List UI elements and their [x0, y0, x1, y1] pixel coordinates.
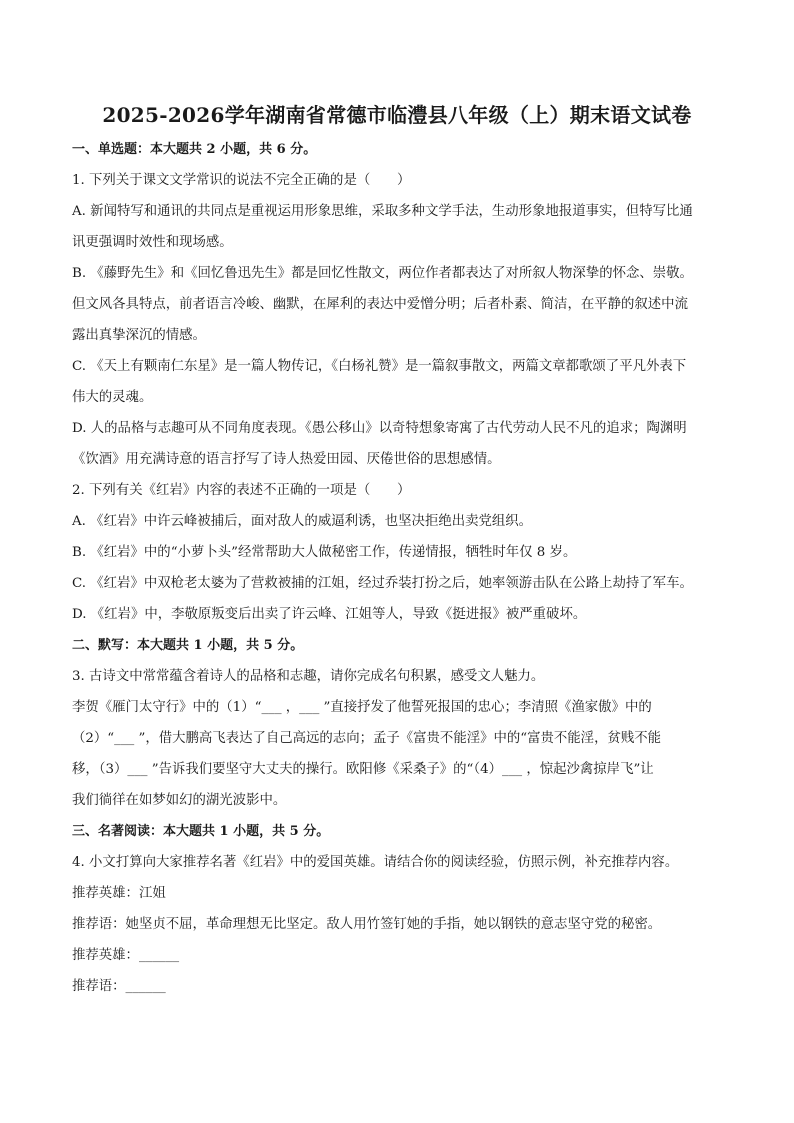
question-1 [72, 165, 722, 475]
question-4-stem: 4. 小文打算向大家推荐名著《红岩》中的爱国英雄。请结合你的阅读经验，仿照示例，补充推荐内容。 [72, 855, 679, 870]
question-2-option-b: B. 《红岩》中的“小萝卜头”经常帮助大人做秘密工作，传递情报，牺牲时年仅 8 岁。 [72, 545, 577, 560]
question-1-option-c-line-2: 伟大的灵魂。 [72, 390, 153, 405]
question-3-line-4: 我们徜徉在如梦如幻的湖光波影中。 [72, 793, 287, 808]
question-2 [72, 475, 722, 630]
question-2-stem: 2. 下列有关《红岩》内容的表述不正确的一项是（ ） [72, 483, 411, 498]
question-3 [72, 661, 722, 816]
section-1-heading: 一、单选题：本大题共 2 小题，共 6 分。 [72, 142, 317, 157]
exam-page [72, 100, 722, 1002]
question-1-option-d-line-2: 《饮酒》用充满诗意的语言抒写了诗人热爱田园、厌倦世俗的思想感情。 [72, 452, 501, 467]
question-1-option-b-line-3: 露出真挚深沉的情感。 [72, 328, 206, 343]
question-3-line-2: （2）“___ ”，借大鹏高飞表达了自己高远的志向；孟子《富贵不能淫》中的“富贵不能淫，贫贱不能 [72, 731, 662, 746]
example-hero: 推荐英雄：江姐 [72, 886, 166, 901]
question-1-option-c-line-1: C. 《天上有颗南仁东星》是一篇人物传记，《白杨礼赞》是一篇叙事散文，两篇文章都歌颂了平凡外表下 [72, 359, 687, 374]
hero-answer-blank[interactable]: 推荐英雄：______ [72, 948, 180, 963]
question-2-option-c: C. 《红岩》中双枪老太婆为了营救被捕的江姐，经过乔装打扮之后，她率领游击队在公路上劫持了军车。 [72, 576, 693, 591]
section-2-heading: 二、默写：本大题共 1 小题，共 5 分。 [72, 638, 304, 653]
question-3-line-3: 移，（3）___ ”告诉我们要坚守大丈夫的操行。欧阳修《采桑子》的“（4）___ ，惊起沙禽掠岸飞”让 [72, 762, 654, 777]
question-2-option-a: A. 《红岩》中许云峰被捕后，面对敌人的威逼利诱，也坚决拒绝出卖党组织。 [72, 514, 533, 529]
page-title: 2025-2026学年湖南省常德市临澧县八年级（上）期末语文试卷 [102, 103, 692, 127]
section-3-heading: 三、名著阅读：本大题共 1 小题，共 5 分。 [72, 824, 330, 839]
question-4 [72, 847, 722, 1002]
question-1-option-b-line-1: B. 《藤野先生》和《回忆鲁迅先生》都是回忆性散文，两位作者都表达了对所叙人物深挚的怀念、崇敬。 [72, 266, 693, 281]
question-1-option-d-line-1: D. 人的品格与志趣可从不同角度表现。《愚公移山》以奇特想象寄寓了古代劳动人民不凡的追求；陶渊明 [72, 421, 687, 436]
question-1-option-a-line-1: A. 新闻特写和通讯的共同点是重视运用形象思维，采取多种文学手法，生动形象地报道事实，但特写比通 [72, 204, 693, 219]
question-1-option-b-line-2: 但文风各具特点，前者语言冷峻、幽默，在犀利的表达中爱憎分明；后者朴素、简洁，在平静的叙述中流 [72, 297, 688, 312]
example-reason: 推荐语：她坚贞不屈，革命理想无比坚定。敌人用竹签钉她的手指，她以钢铁的意志坚守党的秘密。 [72, 917, 662, 932]
question-1-stem: 1. 下列关于课文文学常识的说法不完全正确的是（ ） [72, 173, 411, 188]
question-1-option-a-line-2: 讯更强调时效性和现场感。 [72, 235, 233, 250]
question-3-stem: 3. 古诗文中常常蕴含着诗人的品格和志趣，请你完成名句积累，感受文人魅力。 [72, 669, 545, 684]
question-2-option-d: D. 《红岩》中，李敬原叛变后出卖了许云峰、江姐等人，导致《挺进报》被严重破坏。 [72, 607, 587, 622]
question-3-line-1: 李贺《雁门太守行》中的（1）“___ ，___ ”直接抒发了他誓死报国的忠心；李清照《渔家傲》中的 [72, 700, 652, 715]
reason-answer-blank[interactable]: 推荐语：______ [72, 979, 166, 994]
